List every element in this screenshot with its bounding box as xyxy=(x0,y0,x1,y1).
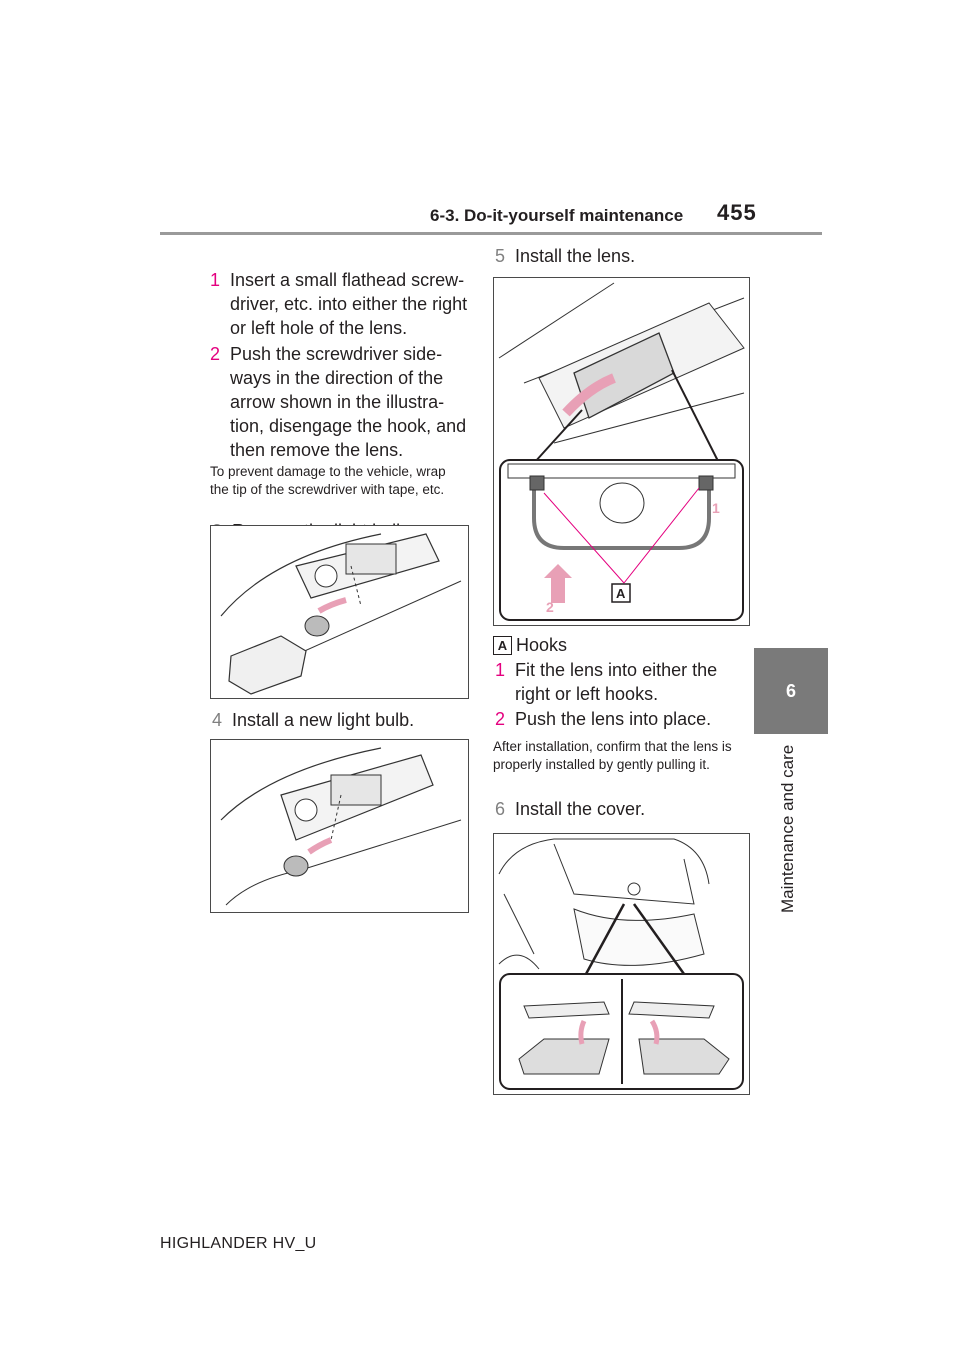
step-text: Push the screwdriver side-ways in the direction of the arrow shown in the illustra-tion, disengage the hook, and then remove the lens. xyxy=(230,344,467,460)
figure-install-lens xyxy=(493,277,750,626)
step-number: 1 xyxy=(210,270,221,290)
right-step-5 xyxy=(495,244,753,268)
footer-model: HIGHLANDER HV_U xyxy=(160,1235,317,1252)
figure-remove-bulb xyxy=(210,525,469,699)
step-number: 2 xyxy=(210,344,221,364)
install-bulb-illustration xyxy=(211,740,468,912)
step-text: Install a new light bulb. xyxy=(232,710,415,730)
step-text: Push the lens into place. xyxy=(515,709,712,729)
left-note: To prevent damage to the vehicle, wrap the tip of the screwdriver with tape, etc. xyxy=(210,464,446,497)
step-text: Fit the lens into either the right or left hooks. xyxy=(515,660,718,704)
fig-label-1: 1 xyxy=(712,500,720,516)
step-number: 1 xyxy=(495,660,506,680)
step-number: 2 xyxy=(495,709,506,729)
page-number: 455 xyxy=(717,200,757,225)
figure-install-cover xyxy=(493,833,750,1095)
step-text: Insert a small flathead screw-driver, etc. into either the right or left hole of the lens. xyxy=(230,270,468,338)
section-title: 6-3. Do-it-yourself maintenance xyxy=(430,206,684,225)
right-note: After installation, confirm that the lens is properly installed by gently pulling it. xyxy=(493,739,732,772)
remove-bulb-illustration xyxy=(211,526,468,698)
install-lens-illustration xyxy=(494,278,749,625)
fig-label-a: A xyxy=(616,586,626,601)
chapter-label xyxy=(770,745,810,915)
step-number: 6 xyxy=(495,799,506,819)
left-step-1 xyxy=(210,268,470,340)
step-number: 4 xyxy=(212,710,223,730)
right-step-6 xyxy=(495,797,753,821)
install-cover-illustration xyxy=(494,834,749,1094)
step-number: 5 xyxy=(495,246,506,266)
legend-hooks xyxy=(493,633,751,657)
left-step-2 xyxy=(210,342,470,462)
chapter-tab: 6 xyxy=(754,648,828,734)
fig-label-2: 2 xyxy=(546,599,554,615)
hooks-badge: A xyxy=(493,636,512,655)
step-text: Install the cover. xyxy=(515,799,646,819)
hooks-label: Hooks xyxy=(516,635,568,655)
step-text: Install the lens. xyxy=(515,246,636,266)
header-divider xyxy=(160,232,822,235)
chapter-label-text: Maintenance and care xyxy=(778,744,797,913)
left-step-4 xyxy=(212,708,470,732)
right-step-2 xyxy=(495,707,753,731)
figure-install-bulb xyxy=(210,739,469,913)
right-step-1 xyxy=(495,658,753,706)
